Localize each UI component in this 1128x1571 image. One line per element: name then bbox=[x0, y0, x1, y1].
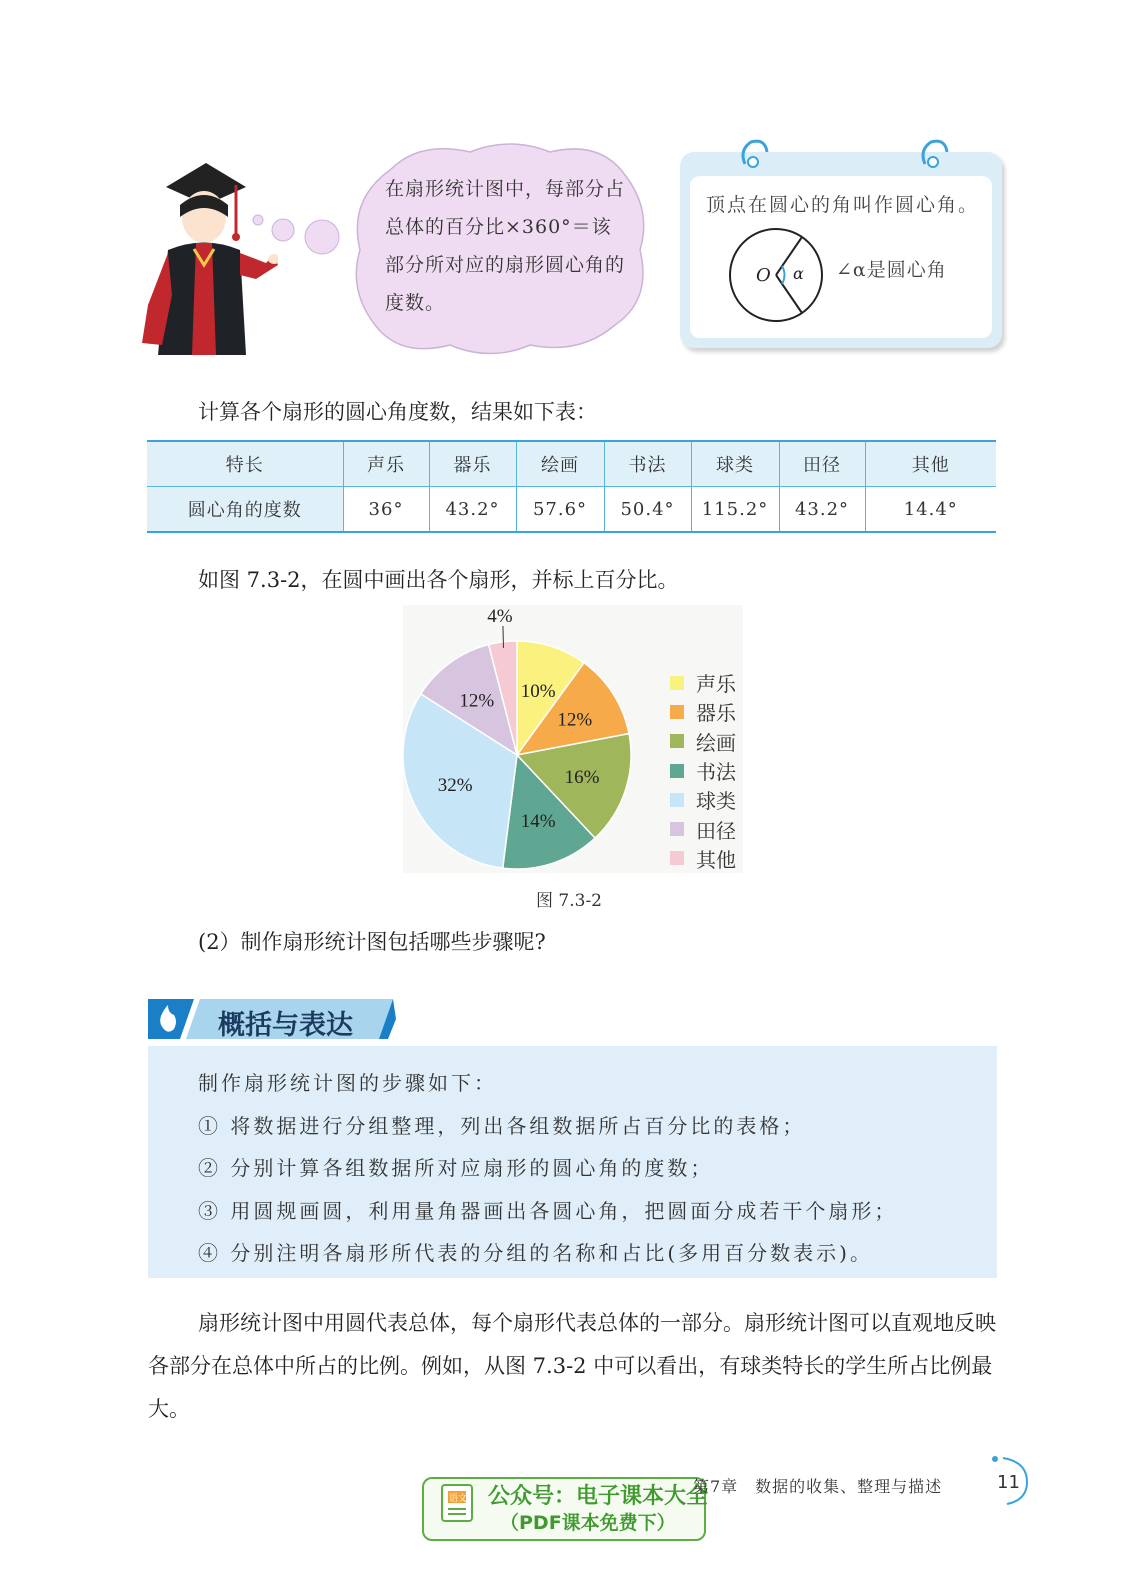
table-cell: 43.2° bbox=[429, 487, 516, 533]
legend-label: 声乐 bbox=[696, 672, 736, 697]
legend-swatch bbox=[670, 705, 684, 719]
definition-text: 顶点在圆心的角叫作圆心角。 bbox=[706, 194, 980, 216]
table-cell: 57.6° bbox=[516, 487, 604, 533]
legend-item bbox=[670, 697, 736, 726]
angle-table bbox=[147, 440, 996, 533]
table-cell: 50.4° bbox=[604, 487, 691, 533]
table-cell: 115.2° bbox=[691, 487, 779, 533]
angle-caption: ∠α是圆心角 bbox=[836, 259, 947, 281]
teacher-illustration bbox=[128, 155, 278, 360]
section-title: 概括与表达 bbox=[218, 1010, 353, 1041]
table-header-cell: 球类 bbox=[691, 441, 779, 487]
badge-text: 语文 bbox=[449, 1494, 468, 1504]
table-header-cell: 绘画 bbox=[516, 441, 604, 487]
table-header-cell: 田径 bbox=[779, 441, 865, 487]
legend-swatch bbox=[670, 793, 684, 807]
step-item: ③ 用圆规画圆，利用量角器画出各圆心角，把圆面分成若干个扇形； bbox=[198, 1198, 898, 1223]
center-label: O bbox=[756, 265, 771, 286]
legend-label: 其他 bbox=[696, 847, 736, 872]
legend-swatch bbox=[670, 851, 684, 865]
table-header-row bbox=[147, 441, 996, 487]
table-header-cell: 声乐 bbox=[343, 441, 429, 487]
step-item: ① 将数据进行分组整理，列出各组数据所占百分比的表格； bbox=[198, 1113, 806, 1138]
legend-swatch bbox=[670, 734, 684, 748]
table-row-header: 圆心角的度数 bbox=[147, 487, 343, 533]
step-item: ④ 分别注明各扇形所代表的分组的名称和占比(多用百分数表示)。 bbox=[198, 1241, 873, 1265]
table-cell: 14.4° bbox=[865, 487, 996, 533]
legend-item bbox=[670, 668, 736, 697]
table-header-cell: 特长 bbox=[147, 441, 343, 487]
book-icon bbox=[438, 1483, 482, 1533]
pie-leader-line bbox=[503, 626, 504, 648]
intro-line: 计算各个扇形的圆心角度数，结果如下表： bbox=[198, 400, 597, 424]
steps-list bbox=[198, 1062, 897, 1275]
watermark-line2: （PDF课本免费下） bbox=[500, 1512, 676, 1534]
table-cell: 36° bbox=[343, 487, 429, 533]
card-rings bbox=[735, 132, 955, 172]
pie-data-label: 16% bbox=[564, 767, 600, 789]
legend-item bbox=[670, 727, 736, 756]
legend-label: 器乐 bbox=[696, 701, 736, 726]
pie-data-label: 14% bbox=[520, 811, 556, 833]
conclusion-text: 扇形统计图中用圆代表总体，每个扇形代表总体的一部分。扇形统计图可以直观地反映各部分在总体中所占的比例。例如，从图 7.3-2 中可以看出，有球类特长的学生所占比例最大。 bbox=[148, 1311, 996, 1421]
thought-dots bbox=[248, 205, 348, 255]
pie-data-label: 12% bbox=[459, 690, 495, 712]
legend-label: 田径 bbox=[696, 818, 736, 843]
legend-item bbox=[670, 814, 736, 843]
angle-label: α bbox=[793, 264, 804, 283]
thought-text: 在扇形统计图中，每部分占总体的百分比×360°＝该部分所对应的扇形圆心角的度数。 bbox=[385, 178, 626, 314]
table-header-cell: 书法 bbox=[604, 441, 691, 487]
step-item: ② 分别计算各组数据所对应扇形的圆心角的度数； bbox=[198, 1156, 714, 1180]
table-header-cell: 器乐 bbox=[429, 441, 516, 487]
figure-intro: 如图 7.3-2，在圆中画出各个扇形，并标上百分比。 bbox=[198, 568, 679, 592]
question-text: (2）制作扇形统计图包括哪些步骤呢? bbox=[198, 930, 546, 954]
legend-label: 绘画 bbox=[696, 730, 736, 755]
conclusion-paragraph bbox=[148, 1302, 998, 1431]
figure-caption: 图 7.3-2 bbox=[536, 891, 602, 911]
table-row bbox=[147, 487, 996, 533]
table-cell: 43.2° bbox=[779, 487, 865, 533]
pie-data-label: 32% bbox=[437, 775, 473, 797]
pie-data-label: 12% bbox=[557, 709, 593, 731]
steps-intro: 制作扇形统计图的步骤如下： bbox=[198, 1071, 497, 1095]
legend-item bbox=[670, 756, 736, 785]
legend-swatch bbox=[670, 822, 684, 836]
legend-swatch bbox=[670, 764, 684, 778]
watermark-line1: 公众号：电子课本大全 bbox=[488, 1484, 709, 1509]
table-header-cell: 其他 bbox=[865, 441, 996, 487]
legend-label: 球类 bbox=[696, 789, 736, 814]
central-angle-diagram bbox=[726, 225, 826, 325]
page-number: 11 bbox=[997, 1472, 1020, 1493]
legend-item bbox=[670, 844, 736, 873]
pie-data-label: 10% bbox=[520, 680, 556, 702]
legend-swatch bbox=[670, 676, 684, 690]
chapter-footer: 第7章 数据的收集、整理与描述 bbox=[693, 1477, 943, 1496]
legend-label: 书法 bbox=[696, 760, 736, 785]
chart-legend bbox=[670, 668, 736, 873]
legend-item bbox=[670, 785, 736, 814]
pie-data-label: 4% bbox=[487, 606, 513, 627]
